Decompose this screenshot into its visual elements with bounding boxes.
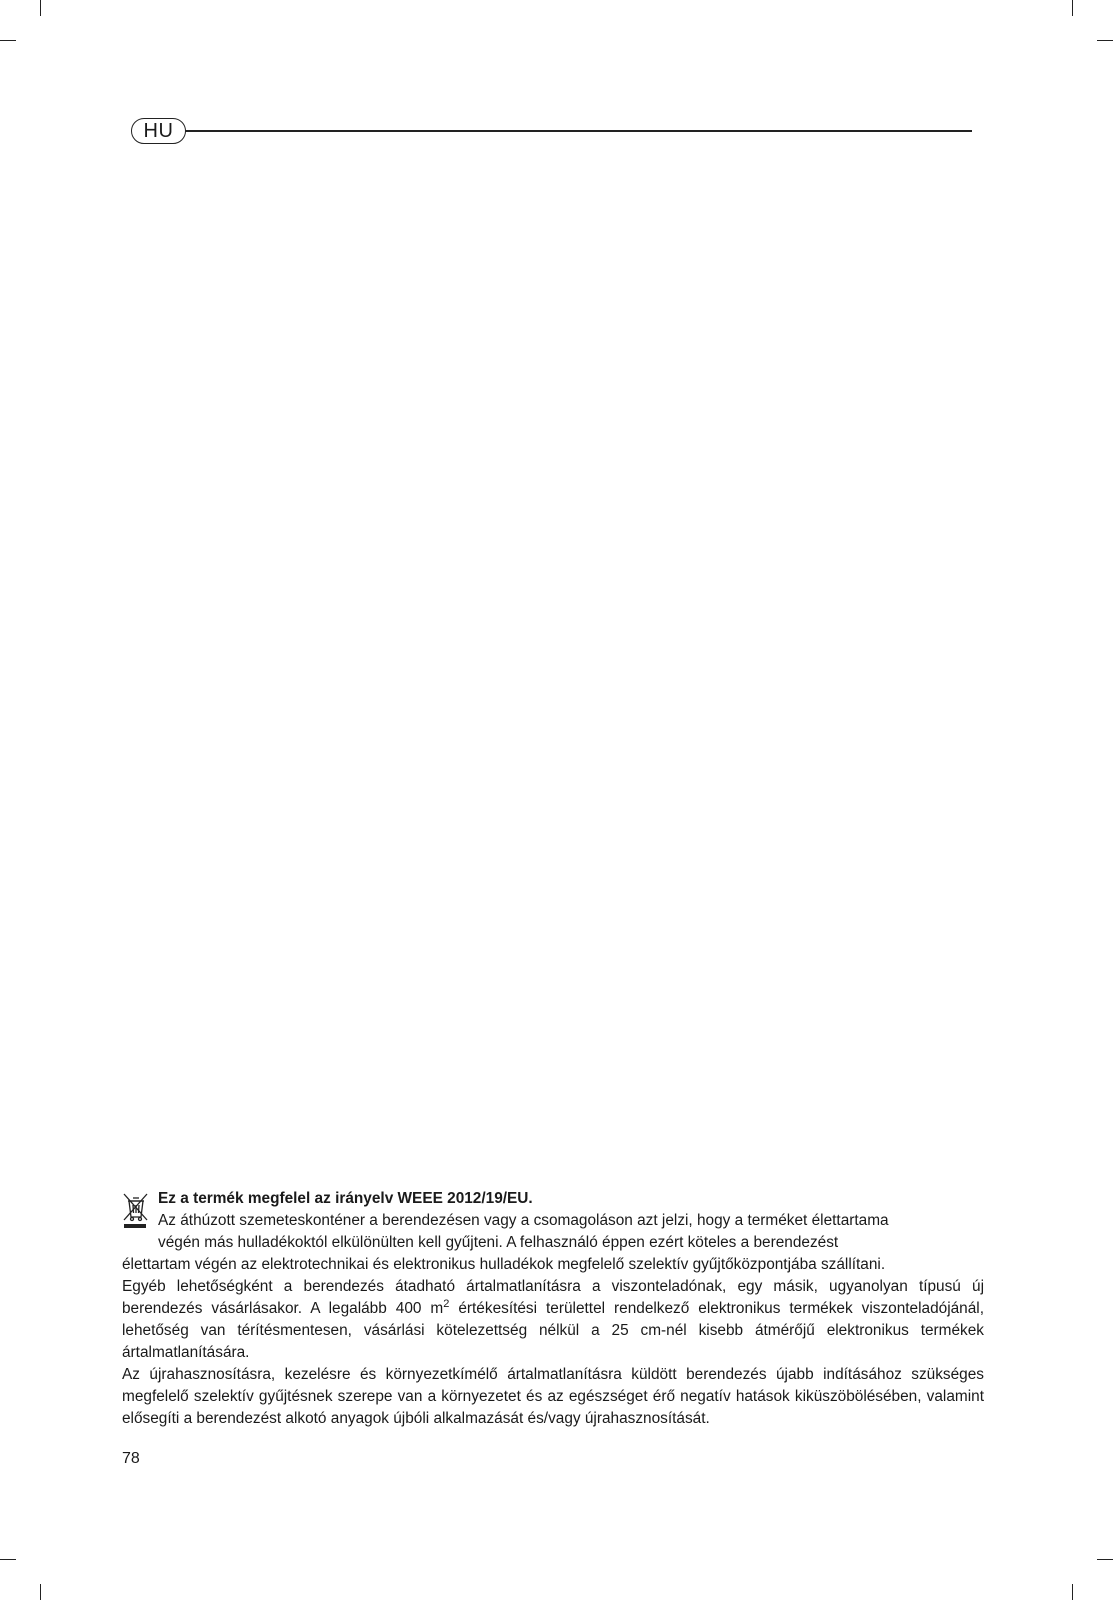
crop-mark bbox=[0, 1559, 16, 1560]
header-rule bbox=[185, 130, 972, 132]
language-code: HU bbox=[143, 120, 174, 142]
weee-paragraph-2 bbox=[122, 1276, 984, 1364]
crop-mark bbox=[1097, 1559, 1113, 1560]
page-number: 78 bbox=[122, 1450, 140, 1467]
crop-mark bbox=[1072, 1584, 1073, 1600]
weee-paragraph-1-rest: élettartam végén az elektrotechnikai és elektronikus hulladékok megfelelő szelektív gyűjtőközpontjába szállítani. bbox=[122, 1256, 886, 1273]
crop-mark bbox=[0, 40, 16, 41]
language-badge bbox=[131, 118, 186, 144]
crossed-out-wheelie-bin-icon bbox=[122, 1192, 150, 1230]
square-superscript: 2 bbox=[443, 1297, 450, 1310]
crop-mark bbox=[40, 1584, 41, 1600]
weee-paragraph-2-part-1: Egyéb lehetőségként a berendezés átadható ártalmatlanításra a viszonteladónak, egy másik, ugyanolyan típusú új berendezés vásárlásakor. A legalább 400 m bbox=[122, 1278, 984, 1317]
weee-paragraph-1-line-1: Az áthúzott szemeteskonténer a berendezésen vagy a csomagoláson azt jelzi, hogy a terméket élettartama bbox=[158, 1212, 889, 1229]
crop-mark bbox=[1072, 0, 1073, 16]
weee-paragraph-3: Az újrahasznosításra, kezelésre és környezetkímélő ártalmatlanításra küldött berendezés újabb indításához szükséges megfelelő szelektív gyűjtésnek szerepe van a környezetet és az egészséget érő negatív hatások kiküszöbölésében, valamint elősegíti a berendezést alkotó anyagok újbóli alkalmazását és/vagy újrahasznosítását. bbox=[122, 1366, 984, 1427]
weee-paragraph-2-part-2: értékesítési területtel rendelkező elektronikus termékek viszonteladójánál, lehetőség van térítésmentesen, vásárlási kötelezettség nélkül a 25 cm-nél kisebb átmérőjű elektronikus termékek ártalmatlanítására. bbox=[122, 1300, 985, 1361]
weee-heading: Ez a termék megfelel az irányelv WEEE 2012/19/EU. bbox=[158, 1190, 533, 1207]
crop-mark bbox=[1097, 40, 1113, 41]
weee-section bbox=[122, 1188, 984, 1430]
weee-paragraph-1-line-2: végén más hulladékoktól elkülönülten kell gyűjteni. A felhasználó éppen ezért köteles a berendezést bbox=[158, 1234, 839, 1251]
crop-mark bbox=[40, 0, 41, 16]
